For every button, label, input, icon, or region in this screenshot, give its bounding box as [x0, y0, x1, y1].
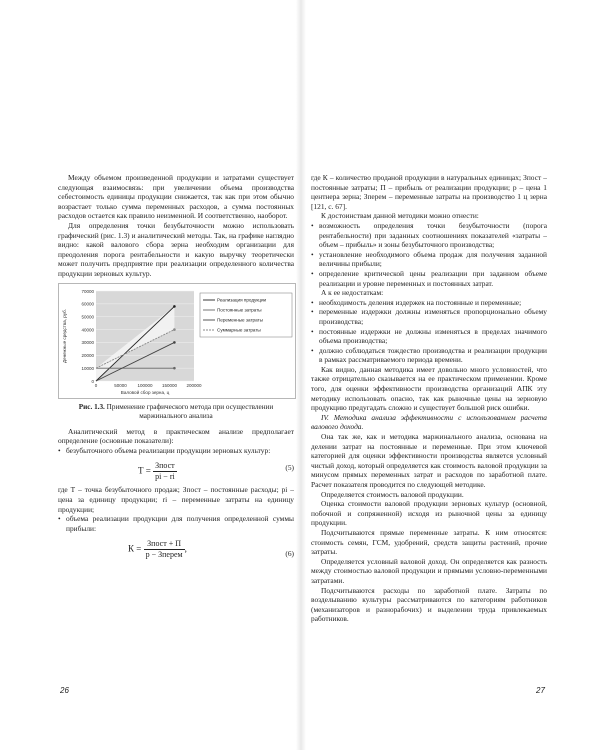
x-tick-label: 100000	[137, 382, 153, 388]
advantages-intro: К достоинствам данной методики можно отнести:	[321, 211, 479, 221]
y-tick-label: 10000	[81, 365, 94, 371]
paragraph: Между объемом произведенной продукции и затратами существует следующая взаимосвязь: при увеличении объема производства себестоимость единицы продукции снижается, так как при этом обычно возрастает только сумма переменных расходов, а сумма постоянных расходов остается как правило неизменной. И соответственно, наоборот.	[58, 173, 294, 221]
disadvantages-list	[311, 298, 547, 365]
formula-6	[58, 533, 294, 567]
paragraph: Аналитический метод в практическом анализе предполагает определение (основные показатели):	[58, 426, 294, 446]
y-tick-label: 40000	[81, 326, 94, 332]
paragraph: Подсчитываются прямые переменные затраты. К ним относятся: стоимость семян, ГСМ, удобрений, средств защиты растений, прочие затраты.	[311, 527, 547, 557]
bullet-item: • объема реализации продукции для получения определенной суммы прибыли:	[58, 514, 294, 533]
formula-6-lhs: К =	[128, 543, 142, 554]
chart-svg	[58, 283, 296, 399]
paragraph: Оценка стоимости валовой продукции зерновых культур (основной, побочной и сопряженной) исходя из рыночной цены за единицу продукции.	[311, 499, 547, 528]
x-axis-label: Валовой сбор зерна, ц	[120, 389, 170, 395]
legend-label: Суммарные затраты	[217, 327, 261, 333]
formula-5-number: (5)	[285, 463, 294, 473]
x-tick-label: 0	[94, 382, 98, 388]
advantage-item: • возможность определения точки безубыточности (порога рентабельности) при заданных соотношениях показателей «затраты – объем – прибыль» и зоны безубыточного производства;	[311, 221, 547, 250]
formula-6-number: (6)	[285, 549, 294, 559]
formula-6-tail: ,	[184, 543, 187, 554]
formula-5	[58, 455, 294, 485]
bullet-item: • безубыточного объема реализации продукции зерновых культур:	[58, 446, 294, 456]
series-point	[173, 328, 176, 331]
formula-6-expression	[128, 539, 187, 560]
disadvantage-item: • постоянные издержки не должны изменяться в пределах значимого объема производства;	[311, 327, 547, 346]
formula-5-lhs: Т =	[138, 465, 151, 476]
y-axis-label: Денежные средства, руб.	[62, 308, 67, 363]
y-tick-label: 60000	[81, 301, 94, 307]
legend-label: Постоянные затраты	[217, 307, 262, 313]
paragraph: Подсчитываются расходы по заработной плате. Затраты по возделыванию культуры рассматриваются по категориям работников (механизаторов и разнорабочих) и выделении труда привлекаемых работников.	[311, 585, 547, 624]
paragraph: Как видно, данная методика имеет довольно много условностей, что также отрицательно сказывается на ее практическом применении. Кроме того, для оценки эффективности производства организаций АПК эту методику использовать опасно, так как рыночные цены на зерновую продукцию предугадать сложно и существует большой риск ошибки.	[311, 364, 547, 413]
section-heading	[311, 413, 547, 432]
page-number-left: 26	[60, 686, 69, 695]
x-tick-label: 50000	[114, 382, 127, 388]
advantage-item: • определение критической цены реализации при заданном объеме реализации и уровне переменных и постоянных затрат.	[311, 269, 547, 288]
figure-caption	[58, 403, 294, 421]
legend-label: Реализация продукции	[217, 297, 267, 303]
y-tick-label: 70000	[81, 288, 94, 294]
disadvantage-item: • необходимость деления издержек на постоянные и переменные;	[311, 298, 547, 308]
left-page	[58, 173, 294, 567]
disadvantages-intro: А к ее недостаткам:	[321, 288, 384, 298]
paragraph: Для определения точки безубыточности можно использовать графический (рис. 1.3) и аналитический методы. Так, на графике наглядно видно: какой валового сбора зерна необходим организации для преодоления порога рентабельности и какую выручку теоретически может получить предприятие при реализации определенного количества продукции зерновых культур.	[58, 220, 294, 278]
formula-6-numerator: Зпост + П	[144, 539, 185, 550]
x-tick-label: 200000	[186, 382, 202, 388]
series-point	[173, 366, 176, 369]
formula-6-fraction	[144, 539, 185, 560]
formula-5-expression	[138, 461, 177, 482]
y-tick-label: 20000	[81, 352, 94, 358]
paragraph: Определяется условный валовой доход. Он определяется как разность между стоимостью валовой продукции и прямыми условно-переменными затратами.	[311, 556, 547, 585]
formula-5-fraction	[153, 461, 177, 482]
book-gutter	[296, 0, 306, 750]
paragraph: Она так же, как и методика маржинального анализа, основана на делении затрат на постоянные и переменные. При этом ключевой категорией для оценки эффективности производства является условный чистый доход, который определяется как стоимость валовой продукции за минусом прямых переменных затрат и расходов по заработной плате. Расчет показателя проводится по следующей методике.	[311, 432, 547, 489]
disadvantage-item: • переменные издержки должны изменяться пропорционально объему производства;	[311, 307, 547, 326]
break-even-chart	[58, 283, 296, 399]
y-tick-label: 50000	[81, 314, 94, 320]
legend-label: Переменные затраты	[217, 317, 263, 323]
paragraph: Определяется стоимость валовой продукции.	[321, 489, 464, 499]
right-page	[311, 173, 547, 624]
formula-6-denominator: p − Зперем	[145, 550, 183, 560]
page-number-right: 27	[536, 686, 545, 695]
formula-5-denominator: pi − ri	[155, 472, 175, 482]
y-tick-label: 0	[91, 378, 94, 384]
y-tick-label: 30000	[81, 339, 94, 345]
series-point	[173, 305, 176, 308]
advantages-list	[311, 221, 547, 288]
x-tick-label: 150000	[161, 382, 178, 388]
paragraph: где К – количество проданой продукции в натуральных единицах; Зпост – постоянные затраты; П – прибыль от реализации продукции; p – цена 1 центнера зерна; Зперем – переменные затраты на производство 1 ц зерна [121, с. 67].	[311, 173, 547, 211]
figure-caption-text: Применение графического метода при осуществлении маржинального анализа	[106, 402, 274, 420]
series-point	[173, 341, 176, 344]
disadvantage-item: • должно соблюдаться тождество производства и реализации продукции в рамках рассматриваемого периода времени.	[311, 346, 547, 365]
formula-5-numerator: Зпост	[153, 461, 177, 472]
figure-label: Рис. 1.3.	[78, 402, 105, 411]
advantage-item: • установление необходимого объема продаж для получения заданной величины прибыли;	[311, 250, 547, 269]
paragraph: где Т – точка безубыточного продаж; Зпост – постоянные расходы; pi – цена за единицу продукции; ri – переменные затраты на единицу продукции;	[58, 485, 294, 514]
section-heading-text: IV. Методика анализа эффективности с использованием расчета валового дохода.	[311, 412, 547, 432]
